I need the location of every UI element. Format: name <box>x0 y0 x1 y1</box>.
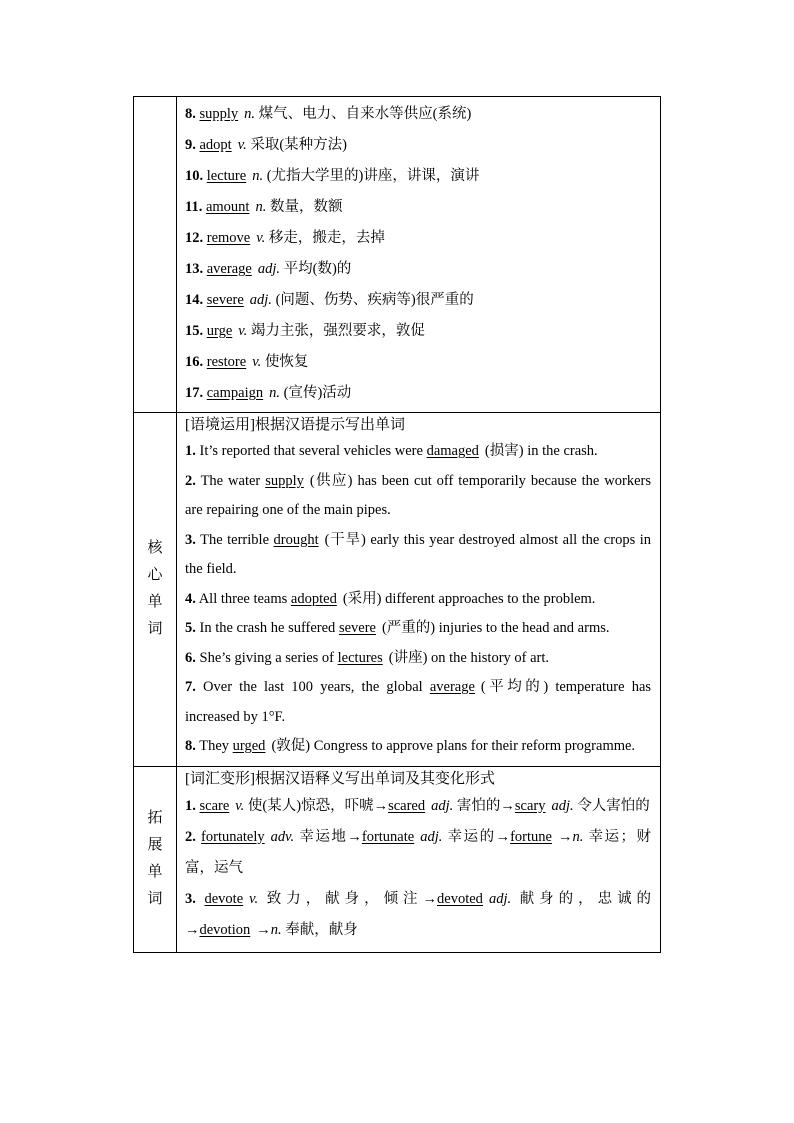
part-of-speech: n. <box>252 168 264 184</box>
item-number: 10. <box>185 168 204 184</box>
section-label-char: 展 <box>147 837 163 853</box>
sentence-end: Congress to approve plans for their reform programme. <box>313 738 636 754</box>
word-meaning: 害怕的→ <box>456 797 515 814</box>
word-meaning: 献身的，忠诚的→ <box>185 890 652 938</box>
section-label-char: 心 <box>147 567 163 584</box>
item-number: 2. <box>185 472 196 489</box>
chinese-hint: (平均的) <box>480 679 549 695</box>
word-meaning: 幸运的→ <box>447 828 511 845</box>
vocab-item <box>185 378 651 409</box>
exercise-sentence <box>185 644 651 674</box>
item-number: 4. <box>185 590 196 607</box>
vocab-meaning: (宣传)活动 <box>283 385 352 401</box>
sentence-start: In the crash he suffered <box>199 620 336 636</box>
vocab-word: lecture <box>206 168 247 184</box>
answer-blank: average <box>429 679 475 695</box>
vocab-word: remove <box>206 230 251 246</box>
sentence-end: early this year destroyed almost all the crops in the field. <box>185 531 651 577</box>
part-of-speech: v. <box>237 137 247 153</box>
vocab-meaning: 竭力主张，强烈要求，敦促 <box>250 323 425 339</box>
word-meaning: 奉献，献身 <box>285 921 358 938</box>
sentence-end: different approaches to the problem. <box>385 590 596 607</box>
word-meaning: 致力，献身，倾注→ <box>266 890 438 907</box>
vocab-item <box>185 285 651 316</box>
vocab-meaning: 煤气、电力、自来水等供应(系统) <box>258 106 472 122</box>
item-number: 17. <box>185 385 204 401</box>
word-form-item <box>185 791 651 822</box>
word-form-item <box>185 884 651 946</box>
core-words-row <box>134 413 661 767</box>
vocab-list-cell <box>177 97 661 413</box>
core-words-label-cell <box>134 413 177 767</box>
core-words-cell <box>177 413 661 767</box>
vocab-item <box>185 99 651 130</box>
vocab-meaning: 使恢复 <box>264 354 309 370</box>
word-form: scare <box>199 797 230 814</box>
sentence-start: She’s giving a series of <box>199 649 335 666</box>
word-form: scary <box>514 797 546 814</box>
exercise-sentence <box>185 437 651 467</box>
extended-words-cell <box>177 766 661 952</box>
part-of-speech: n. <box>269 385 280 401</box>
vocab-item <box>185 223 651 254</box>
extended-words-label-cell <box>134 766 177 952</box>
sentence-end: temperature has increased by 1°F. <box>185 679 652 725</box>
chinese-hint: (供应) <box>309 472 353 489</box>
vocab-list-side-cell <box>134 97 177 413</box>
section-label-char: 词 <box>147 891 163 907</box>
sentence-end: has been cut off temporarily because the workers are repairing one of the main pipes. <box>185 472 652 518</box>
item-number: 6. <box>185 649 196 666</box>
sentence-start: All three teams <box>198 590 288 607</box>
vocab-word: supply <box>199 106 239 122</box>
item-number: 3. <box>185 531 196 548</box>
word-form: devotion <box>199 921 251 938</box>
word-meaning: → <box>256 921 271 938</box>
item-number: 11. <box>185 199 203 215</box>
chinese-hint: (严重的) <box>381 620 436 636</box>
section-label-char: 核 <box>147 540 163 557</box>
part-of-speech: v. <box>235 797 245 814</box>
part-of-speech: n. <box>255 199 267 215</box>
core-words-label <box>147 535 162 643</box>
word-meaning: → <box>557 828 573 845</box>
part-of-speech: adj. <box>431 797 454 814</box>
item-number: 15. <box>185 323 204 339</box>
vocab-word: severe <box>206 292 244 308</box>
chinese-hint: (干旱) <box>324 531 366 548</box>
chinese-hint: (采用) <box>342 590 382 607</box>
part-of-speech: n. <box>270 921 282 938</box>
vocab-word: urge <box>206 323 233 339</box>
exercise-sentence <box>185 673 651 732</box>
item-number: 8. <box>185 106 196 122</box>
vocab-meaning: 移走，搬走，去掉 <box>268 230 385 246</box>
item-number: 2. <box>185 828 196 845</box>
answer-blank: adopted <box>290 590 337 607</box>
word-meaning: 使(某人)惊恐，吓唬→ <box>247 797 389 814</box>
vocab-item <box>185 347 651 378</box>
item-number: 14. <box>185 292 204 308</box>
sentence-end: on the history of art. <box>431 649 550 666</box>
chinese-hint: (损害) <box>484 443 524 459</box>
answer-blank: urged <box>232 738 266 754</box>
vocab-item <box>185 161 651 192</box>
exercise-sentence <box>185 467 651 526</box>
sentence-start: The terrible <box>200 531 269 548</box>
vocab-item <box>185 254 651 285</box>
part-of-speech: adj. <box>420 828 443 845</box>
vocab-word: adopt <box>199 137 232 153</box>
word-form: fortunate <box>361 828 415 845</box>
part-of-speech: adj. <box>488 890 512 907</box>
vocab-meaning: (尤指大学里的)讲座，讲课，演讲 <box>266 168 480 184</box>
word-form: devote <box>204 890 244 907</box>
vocab-list-row <box>134 97 661 413</box>
extended-words-label <box>147 805 162 913</box>
item-number: 5. <box>185 620 196 636</box>
part-of-speech: adj. <box>551 797 574 814</box>
vocab-word: amount <box>205 199 250 215</box>
section-label-char: 词 <box>147 621 163 638</box>
chinese-hint: (敦促) <box>271 738 311 754</box>
answer-blank: lectures <box>337 649 383 666</box>
answer-blank: damaged <box>426 443 479 459</box>
vocab-meaning: 采取(某种方法) <box>250 137 348 153</box>
vocab-item <box>185 316 651 347</box>
sentence-start: The water <box>200 472 261 489</box>
item-number: 3. <box>185 890 196 907</box>
item-number: 1. <box>185 443 196 459</box>
word-form: fortunately <box>201 828 265 845</box>
vocab-item <box>185 192 651 223</box>
part-of-speech: n. <box>572 828 584 845</box>
vocab-word: campaign <box>206 385 264 401</box>
word-meaning: 令人害怕的 <box>577 797 650 814</box>
vocab-meaning: 数量，数额 <box>269 199 343 215</box>
word-meaning: 幸运；财富，运气 <box>185 828 652 876</box>
part-of-speech: adv. <box>270 828 295 845</box>
extended-words-row <box>134 766 661 952</box>
item-number: 8. <box>185 738 196 754</box>
vocab-meaning: 平均(数)的 <box>283 261 352 277</box>
item-number: 16. <box>185 354 204 370</box>
word-meaning: 幸运地→ <box>299 828 362 845</box>
part-of-speech: adj. <box>257 261 280 277</box>
item-number: 1. <box>185 797 196 814</box>
vocab-meaning: (问题、伤势、疾病等)很严重的 <box>275 292 474 308</box>
section-label-char: 单 <box>147 864 163 880</box>
exercise-sentence <box>185 526 651 585</box>
vocabulary-table <box>133 96 661 953</box>
answer-blank: drought <box>273 531 319 548</box>
part-of-speech: v. <box>238 323 248 339</box>
sentence-end: injuries to the head and arms. <box>438 620 610 636</box>
exercise-sentence <box>185 585 651 615</box>
item-number: 13. <box>185 261 204 277</box>
section-label-char: 拓 <box>147 810 163 826</box>
sentence-start: It’s reported that several vehicles were <box>199 443 423 459</box>
sentence-start: They <box>199 738 230 754</box>
part-of-speech: adj. <box>249 292 272 308</box>
item-number: 7. <box>185 679 196 695</box>
sentence-end: in the crash. <box>527 443 598 459</box>
word-form-item <box>185 822 651 884</box>
item-number: 12. <box>185 230 204 246</box>
core-words-header: [语境运用]根据汉语提示写出单词 <box>185 417 405 433</box>
item-number: 9. <box>185 137 196 153</box>
word-form: devoted <box>437 890 483 907</box>
answer-blank: supply <box>265 472 304 489</box>
answer-blank: severe <box>338 620 376 636</box>
word-form: fortune <box>510 828 552 845</box>
exercise-sentence <box>185 614 651 644</box>
extended-words-header: [词汇变形]根据汉语释义写出单词及其变化形式 <box>185 770 495 787</box>
vocab-word: average <box>206 261 252 277</box>
part-of-speech: v. <box>249 890 259 907</box>
sentence-start: Over the last 100 years, the global <box>203 679 423 695</box>
vocab-item <box>185 130 651 161</box>
section-label-char: 单 <box>147 594 163 611</box>
chinese-hint: (讲座) <box>388 649 428 666</box>
part-of-speech: n. <box>244 106 256 122</box>
exercise-sentence <box>185 732 651 762</box>
part-of-speech: v. <box>252 354 262 370</box>
vocab-word: restore <box>206 354 247 370</box>
word-form: scared <box>388 797 426 814</box>
part-of-speech: v. <box>256 230 266 246</box>
